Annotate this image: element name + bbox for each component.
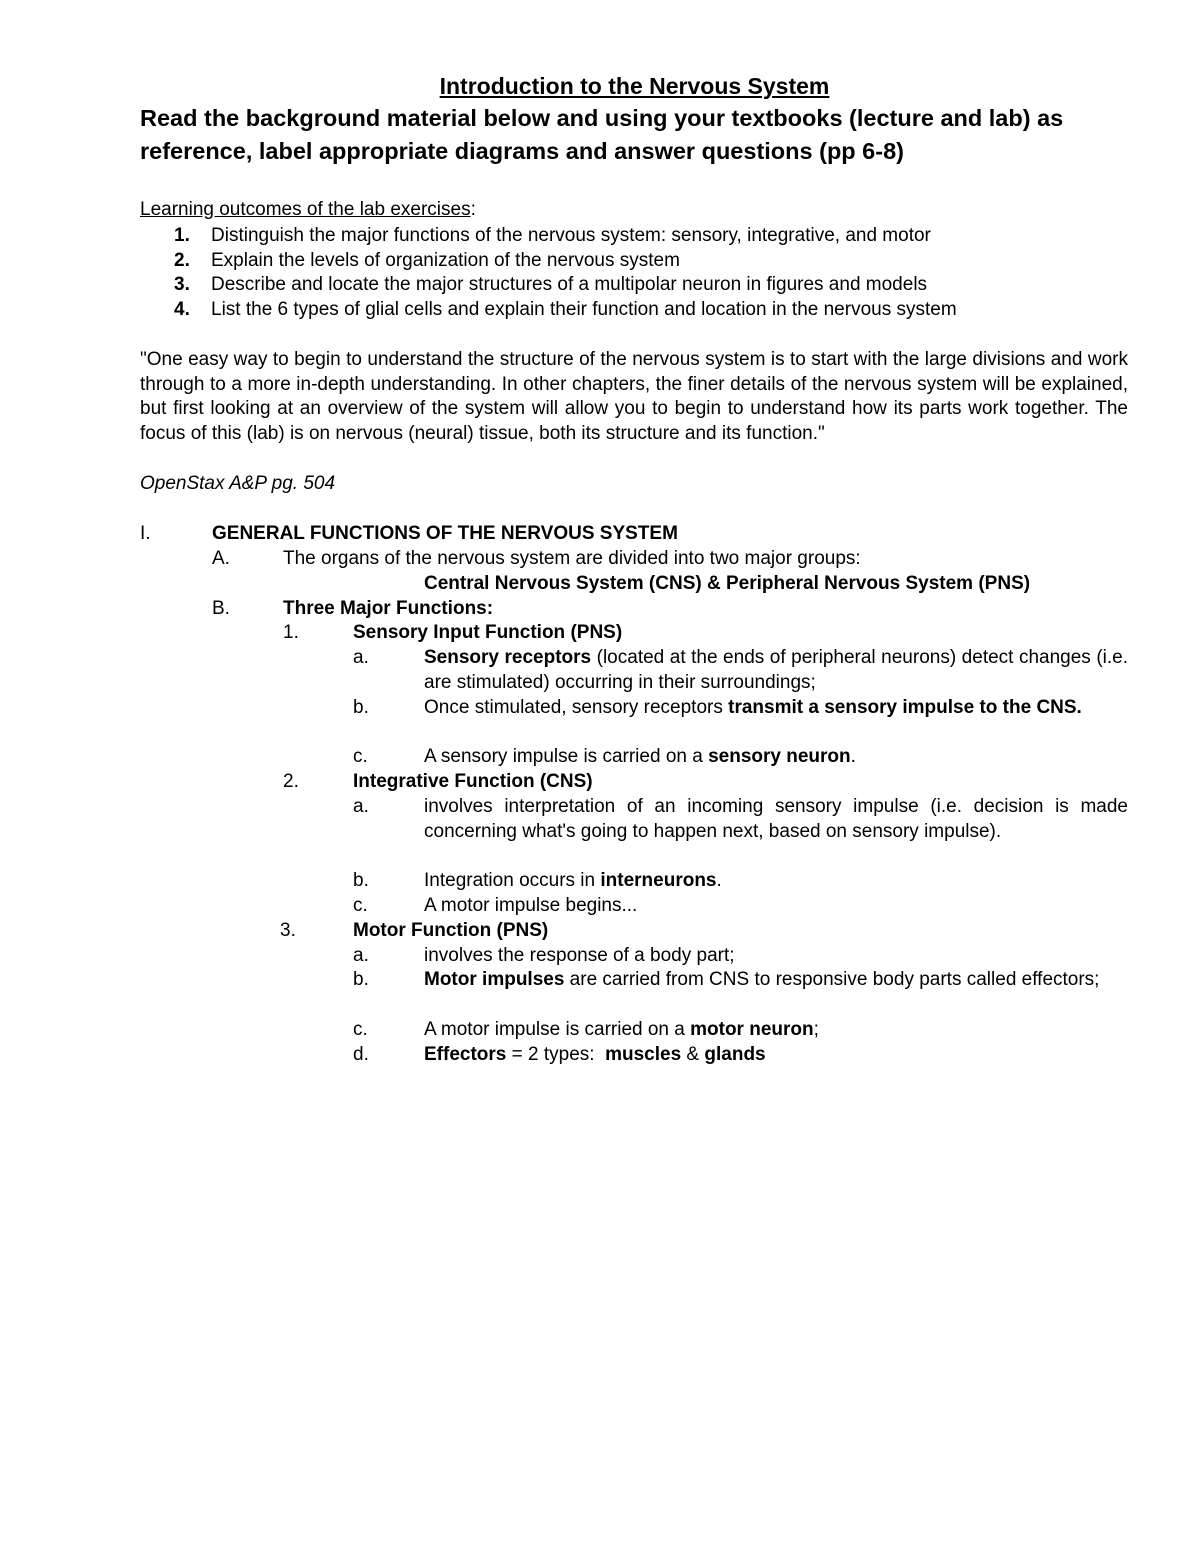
subitem-marker: c. — [353, 1019, 368, 1040]
integrative-item-a-text: involves interpretation of an incoming sensory impulse (i.e. decision is made concerning what's going to happen next, based on sensory impulse). — [424, 796, 1128, 842]
function-title: Sensory Input Function (PNS) — [353, 622, 623, 643]
section-title: GENERAL FUNCTIONS OF THE NERVOUS SYSTEM — [212, 523, 678, 544]
learning-outcomes-heading-text: Learning outcomes of the lab exercises — [140, 199, 471, 220]
instructions: Read the background material below and using your textbooks (lecture and lab) as reference, label appropriate diagrams and answer questions (pp 6-8) — [140, 105, 1064, 164]
subitem-marker: a. — [353, 796, 369, 817]
function-marker: 3. — [280, 920, 296, 941]
function-title: Integrative Function (CNS) — [353, 771, 593, 792]
motor-item-b-text: Motor impulses are carried from CNS to responsive body parts called effectors; — [424, 969, 1100, 990]
intro-quote: "One easy way to begin to understand the structure of the nervous system is to start with the large divisions and work through to a more in-depth understanding. In other chapters, the finer details of the nervous system will be explained, but first looking at an overview of the system will allow you to begin to understand how its parts work together. The focus of this (lab) is on nervous (neural) tissue, both its structure and its function." — [140, 349, 1128, 444]
sensory-item-b-text: Once stimulated, sensory receptors transmit a sensory impulse to the CNS. — [424, 697, 1082, 718]
subitem-marker: a. — [353, 647, 369, 668]
outcome-text: Describe and locate the major structures of a multipolar neuron in figures and models — [211, 274, 928, 296]
subitem-marker: d. — [353, 1044, 369, 1065]
subitem-text: A motor impulse begins... — [424, 895, 638, 916]
outcome-number: 3. — [174, 274, 190, 296]
subitem-marker: c. — [353, 895, 368, 916]
subitem-text: involves the response of a body part; — [424, 945, 735, 966]
subitem-marker: b. — [353, 969, 369, 990]
sensory-item-a-text: Sensory receptors (located at the ends of peripheral neurons) detect changes (i.e. are stimulated) occurring in their surroundings; — [424, 647, 1128, 693]
outcome-text: List the 6 types of glial cells and explain their function and location in the nervous system — [211, 298, 957, 320]
nervous-system-groups: Central Nervous System (CNS) & Peripheral Nervous System (PNS) — [424, 573, 1031, 594]
outcome-item — [140, 273, 1140, 298]
quote-citation: OpenStax A&P pg. 504 — [140, 473, 336, 494]
outcome-text: Explain the levels of organization of the nervous system — [211, 249, 680, 271]
page-title: Introduction to the Nervous System — [439, 73, 830, 99]
outcome-number: 1. — [174, 225, 190, 246]
item-title: Three Major Functions: — [283, 598, 494, 619]
item-marker: A. — [212, 548, 230, 569]
subitem-text: Integration occurs in interneurons. — [424, 870, 722, 891]
subitem-marker: b. — [353, 697, 369, 718]
subitem-text: Effectors = 2 types: muscles & glands — [424, 1044, 766, 1065]
outcome-number: 2. — [174, 249, 190, 271]
outcome-item — [140, 249, 1140, 274]
function-marker: 2. — [283, 771, 299, 792]
function-marker: 1. — [283, 622, 299, 643]
subitem-text: A motor impulse is carried on a motor neuron; — [424, 1019, 819, 1040]
item-marker: B. — [212, 598, 230, 619]
section-marker: I. — [140, 523, 151, 544]
outcome-text: Distinguish the major functions of the nervous system: sensory, integrative, and motor — [211, 225, 931, 246]
item-text: The organs of the nervous system are divided into two major groups: — [283, 548, 861, 569]
subitem-marker: c. — [353, 746, 368, 767]
learning-outcomes-list — [140, 224, 1140, 322]
function-title: Motor Function (PNS) — [353, 920, 549, 941]
subitem-marker: a. — [353, 945, 369, 966]
subitem-text: A sensory impulse is carried on a sensory neuron. — [424, 746, 856, 767]
outcome-number: 4. — [174, 298, 190, 320]
outcome-item — [140, 224, 1140, 249]
subitem-marker: b. — [353, 870, 369, 891]
outcome-item — [140, 298, 1140, 323]
learning-outcomes-heading: Learning outcomes of the lab exercises: — [140, 199, 476, 220]
